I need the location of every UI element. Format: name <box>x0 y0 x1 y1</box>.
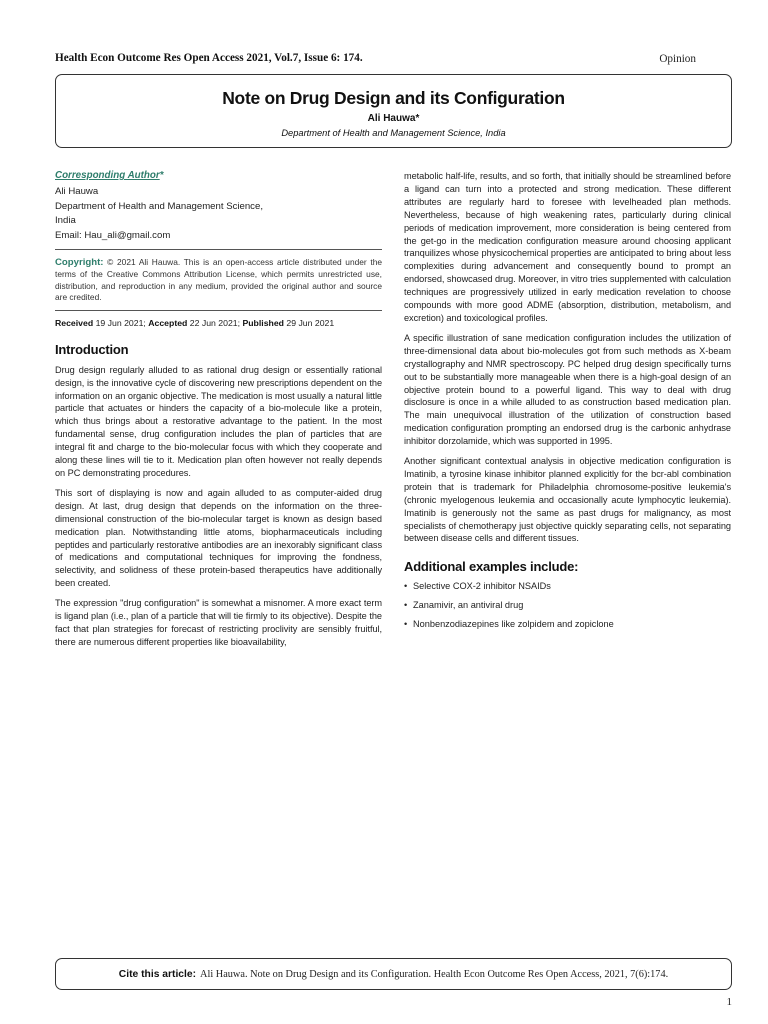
copyright-label: Copyright: <box>55 257 104 269</box>
article-type-label: Opinion <box>659 53 696 65</box>
published-label: Published <box>242 317 284 328</box>
citation-text: Ali Hauwa. Note on Drug Design and its Configuration. Health Econ Outcome Res Open Access, 2021, 7(6):174. <box>200 968 669 980</box>
intro-paragraph: The expression "drug configuration" is somewhat a misnomer. A more exact term is ligand plan (i.e., plan of a particle that will tie firmly to its objective). Despite the fact that plan strategies for forecast of restricting proclivity are sensibly fruitful, there are numerous different properties like bioavailability, <box>55 598 382 647</box>
right-column <box>404 170 731 638</box>
journal-citation-header: Health Econ Outcome Res Open Access 2021, Vol.7, Issue 6: 174. <box>55 52 363 64</box>
publication-dates <box>55 318 382 328</box>
author-affiliation: Department of Health and Management Science, India <box>281 128 506 138</box>
examples-heading: Additional examples include: <box>404 559 579 575</box>
intro-paragraph: Drug design regularly alluded to as rational drug design or essentially rational design, is the innovative cycle of discovering new prescriptions dependent on the information on an organic objective. The medication is most usually a natural little particle that actuates or hinders the capacity of a bio-molecule like a protein, which thus brings about a restorative advantage to the patient. In the most fundamental sense, drug configuration includes the plan of particles that are integral fit and charge to the bio-molecular focus with which they cooperate and along these lines will tie to it. Medication plan often however not really depends on PC demonstrating procedures. <box>55 364 382 478</box>
examples-list <box>404 581 731 629</box>
received-label: Received <box>55 317 94 328</box>
author-name: Ali Hauwa* <box>367 113 420 124</box>
left-column <box>55 170 382 656</box>
article-title: Note on Drug Design and its Configuration <box>222 88 565 108</box>
published-date: 29 Jun 2021 <box>286 317 335 328</box>
body-paragraph: metabolic half-life, results, and so forth, that initially should be streamlined before a ligand can turn into a protected and strong medication. These different attributes are regularly hard to foresee with levelheaded plan methods. Nevertheless, because of high weakening rates, particularly during clinical periods of medication improvement, more consideration is being centered from the get-go in the medication configuration measure around choosing applicant tranquilizes whose physicochemical properties are anticipated to bring about less complexities during advancement and consequently bound to prompt an endorsed, showcased drug. Moreover, in vitro tries supplemented with calculation techniques are progressively utilized in early medication revelation to choose compounds with more good ADME (absorption, distribution, metabolism, and excretion) and toxicological profiles. <box>404 171 731 323</box>
title-box <box>55 74 732 148</box>
citation-label: Cite this article: <box>118 968 197 980</box>
introduction-heading: Introduction <box>55 341 129 357</box>
corresponding-star: * <box>159 170 164 181</box>
list-item: • Selective COX-2 inhibitor NSAIDs <box>404 581 731 591</box>
page-number: 1 <box>726 996 732 1008</box>
citation-box <box>55 958 732 990</box>
accepted-label: Accepted <box>148 317 188 328</box>
intro-paragraph: This sort of displaying is now and again alluded to as computer-aided drug design. At last, drug design that depends on the information on the three-dimensional construction of the bio-molecular target is known as design based medication plan. Notwithstanding little atoms, biopharmaceuticals including peptides and particularly restorative antibodies are an inexorably significant class of medications and computational techniques for improving the fondness, selectivity, and solidness of these protein-based therapeutics have additionally been created. <box>55 487 382 589</box>
corresponding-author-heading <box>55 170 382 181</box>
corr-country: India <box>55 215 76 227</box>
corr-email[interactable]: Email: Hau_ali@gmail.com <box>55 229 171 241</box>
corr-department: Department of Health and Management Science, <box>55 200 263 212</box>
corr-name: Ali Hauwa <box>55 186 99 197</box>
received-date: 19 Jun 2021; <box>95 317 146 328</box>
corresponding-author-details <box>55 185 382 243</box>
list-item: • Zanamivir, an antiviral drug <box>404 600 731 610</box>
copyright-text: © 2021 Ali Hauwa. This is an open-access article distributed under the terms of the Creative Commons Attribution License, which permits unrestricted use, distribution, and reproduction in any medium, provided the original author and source are credited. <box>55 257 383 303</box>
body-paragraph: Another significant contextual analysis in objective medication configuration is Imatinib, a tyrosine kinase inhibitor planned explicitly for the bcr-abl combination protein that is trademark for Philadelphia chromosome-positive leukemia's (chronic myelogenous leukemia and occasionally acute lymphocytic leukemia). Imatinib is generously not the same as past drugs for malignancy, as most specialists of chemotherapy just objective quickly separating cells, not separating between disease cells and different tissues. <box>404 456 731 544</box>
body-paragraph: A specific illustration of sane medication configuration includes the utilization of three-dimensional data about bio-molecules got from such methods as X-beam crystallography and NMR spectroscopy. PC helped drug design specifically turns out to be substantially more manageable when there is a high-goal design of an objective protein bound to a powerful ligand. This way to deal with drug disclosure is once in a while alluded to as construction based medication plan. The main unequivocal illustration of the utilization of construction based medication configuration prompting an endorsed drug is the carbonic anhydrase inhibitor dorzolamide, which was supported in 1995. <box>404 332 731 447</box>
corresponding-author-link[interactable]: Corresponding Author <box>55 170 160 181</box>
accepted-date: 22 Jun 2021; <box>189 317 241 328</box>
list-item: • Nonbenzodiazepines like zolpidem and zopiclone <box>404 619 731 629</box>
copyright-notice <box>55 249 382 310</box>
